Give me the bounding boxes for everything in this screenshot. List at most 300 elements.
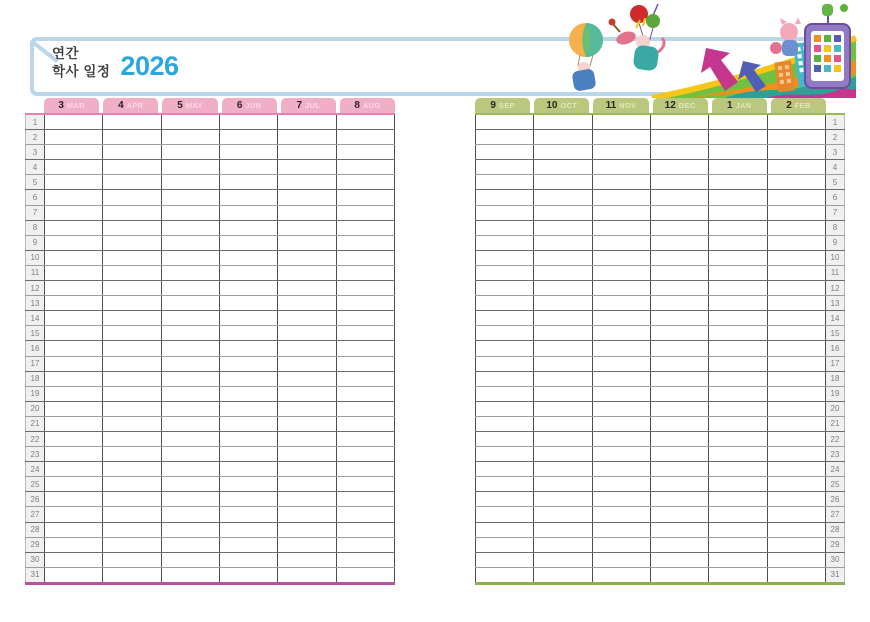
day-row <box>475 372 845 387</box>
schedule-cell <box>337 311 395 325</box>
schedule-cell <box>593 175 651 189</box>
day-number: 13 <box>25 296 45 310</box>
schedule-cell <box>534 115 592 129</box>
schedule-cell <box>278 130 336 144</box>
schedule-cell <box>651 236 709 250</box>
schedule-cell <box>278 251 336 265</box>
schedule-cell <box>278 447 336 461</box>
schedule-cell <box>709 206 767 220</box>
schedule-cell <box>337 477 395 491</box>
schedule-cell <box>337 372 395 386</box>
schedule-cell <box>220 251 278 265</box>
day-number: 29 <box>826 538 845 552</box>
schedule-cell <box>45 206 103 220</box>
day-number: 19 <box>25 387 45 401</box>
schedule-cell <box>220 175 278 189</box>
schedule-cell <box>337 402 395 416</box>
day-number: 9 <box>826 236 845 250</box>
month-number: 4 <box>118 100 124 111</box>
schedule-cell <box>162 266 220 280</box>
day-row <box>25 477 395 492</box>
month-tab-nov <box>593 98 648 113</box>
schedule-cell <box>534 357 592 371</box>
schedule-cell <box>593 296 651 310</box>
schedule-cell <box>278 477 336 491</box>
day-number: 7 <box>25 206 45 220</box>
schedule-cell <box>162 251 220 265</box>
day-row <box>475 477 845 492</box>
schedule-cell <box>709 251 767 265</box>
day-number: 11 <box>826 266 845 280</box>
schedule-cell <box>220 160 278 174</box>
schedule-cell <box>45 477 103 491</box>
schedule-cell <box>593 221 651 235</box>
schedule-cell <box>475 507 534 521</box>
day-number: 30 <box>25 553 45 567</box>
schedule-cell <box>534 341 592 355</box>
month-tab-jan <box>712 98 767 113</box>
schedule-cell <box>337 523 395 537</box>
schedule-cell <box>475 311 534 325</box>
schedule-cell <box>162 417 220 431</box>
balloon-character-icon <box>569 23 603 92</box>
schedule-cell <box>593 492 651 506</box>
schedule-cell <box>162 387 220 401</box>
schedule-cell <box>593 341 651 355</box>
schedule-cell <box>103 523 161 537</box>
schedule-cell <box>278 175 336 189</box>
schedule-cell <box>475 357 534 371</box>
schedule-cell <box>768 402 826 416</box>
schedule-cell <box>162 326 220 340</box>
schedule-cell <box>278 311 336 325</box>
schedule-cell <box>651 462 709 476</box>
schedule-cell <box>593 311 651 325</box>
schedule-cell <box>162 221 220 235</box>
schedule-cell <box>651 477 709 491</box>
schedule-cell <box>475 432 534 446</box>
schedule-cell <box>593 387 651 401</box>
schedule-cell <box>534 190 592 204</box>
schedule-cell <box>103 175 161 189</box>
schedule-cell <box>534 387 592 401</box>
day-number: 20 <box>826 402 845 416</box>
schedule-cell <box>768 372 826 386</box>
schedule-cell <box>278 266 336 280</box>
day-row <box>25 492 395 507</box>
day-row <box>475 251 845 266</box>
schedule-cell <box>475 160 534 174</box>
schedule-table-first-half <box>25 98 395 585</box>
schedule-cell <box>768 190 826 204</box>
day-row <box>25 447 395 462</box>
day-number: 14 <box>826 311 845 325</box>
schedule-cell <box>651 145 709 159</box>
schedule-cell <box>45 372 103 386</box>
schedule-cell <box>768 281 826 295</box>
month-number: 1 <box>727 100 733 111</box>
schedule-cell <box>220 326 278 340</box>
schedule-cell <box>768 296 826 310</box>
schedule-cell <box>337 190 395 204</box>
schedule-cell <box>709 523 767 537</box>
schedule-cell <box>768 507 826 521</box>
day-row <box>475 311 845 326</box>
day-number: 26 <box>826 492 845 506</box>
schedule-cell <box>651 251 709 265</box>
schedule-cell <box>162 372 220 386</box>
day-row <box>25 130 395 145</box>
day-row <box>25 251 395 266</box>
left-grid <box>25 113 395 585</box>
schedule-cell <box>475 326 534 340</box>
schedule-cell <box>709 372 767 386</box>
schedule-cell <box>651 357 709 371</box>
day-row <box>475 145 845 160</box>
day-row <box>475 553 845 568</box>
day-row <box>25 387 395 402</box>
schedule-cell <box>709 341 767 355</box>
schedule-cell <box>103 357 161 371</box>
schedule-cell <box>651 221 709 235</box>
day-number: 2 <box>25 130 45 144</box>
schedule-cell <box>651 553 709 567</box>
day-number: 25 <box>826 477 845 491</box>
schedule-cell <box>337 221 395 235</box>
schedule-cell <box>278 326 336 340</box>
schedule-cell <box>593 115 651 129</box>
schedule-cell <box>162 462 220 476</box>
schedule-cell <box>768 145 826 159</box>
day-row <box>475 402 845 417</box>
schedule-cell <box>709 417 767 431</box>
day-row <box>475 538 845 553</box>
schedule-cell <box>534 417 592 431</box>
day-row <box>25 523 395 538</box>
schedule-cell <box>709 311 767 325</box>
schedule-cell <box>709 462 767 476</box>
day-row <box>475 523 845 538</box>
day-row <box>475 236 845 251</box>
schedule-cell <box>45 296 103 310</box>
schedule-table-second-half <box>475 98 845 585</box>
balloons-top-character-icon <box>609 4 665 72</box>
day-row <box>475 492 845 507</box>
schedule-cell <box>593 462 651 476</box>
schedule-cell <box>220 568 278 582</box>
schedule-cell <box>475 523 534 537</box>
schedule-cell <box>534 296 592 310</box>
schedule-cell <box>162 538 220 552</box>
schedule-cell <box>162 160 220 174</box>
schedule-cell <box>651 538 709 552</box>
day-number: 17 <box>826 357 845 371</box>
day-number: 16 <box>25 341 45 355</box>
schedule-cell <box>709 357 767 371</box>
day-number: 27 <box>25 507 45 521</box>
schedule-cell <box>768 251 826 265</box>
month-abbr: SEP <box>498 101 515 110</box>
day-number: 23 <box>826 447 845 461</box>
schedule-cell <box>651 326 709 340</box>
schedule-cell <box>278 236 336 250</box>
schedule-cell <box>337 538 395 552</box>
day-number: 4 <box>25 160 45 174</box>
month-abbr: JAN <box>735 101 752 110</box>
schedule-cell <box>45 115 103 129</box>
month-tab-may <box>162 98 217 113</box>
schedule-cell <box>768 568 826 582</box>
schedule-cell <box>709 432 767 446</box>
schedule-cell <box>337 357 395 371</box>
schedule-cell <box>103 538 161 552</box>
schedule-cell <box>103 266 161 280</box>
schedule-cell <box>651 190 709 204</box>
schedule-cell <box>768 160 826 174</box>
day-number: 6 <box>25 190 45 204</box>
schedule-cell <box>103 462 161 476</box>
schedule-cell <box>593 372 651 386</box>
day-row <box>475 130 845 145</box>
day-number: 28 <box>826 523 845 537</box>
schedule-cell <box>651 341 709 355</box>
schedule-cell <box>45 326 103 340</box>
schedule-cell <box>475 130 534 144</box>
schedule-cell <box>709 281 767 295</box>
schedule-cell <box>651 115 709 129</box>
schedule-cell <box>475 341 534 355</box>
schedule-cell <box>337 387 395 401</box>
schedule-cell <box>651 387 709 401</box>
day-row <box>25 538 395 553</box>
schedule-cell <box>651 175 709 189</box>
day-row <box>475 507 845 522</box>
schedule-cell <box>475 190 534 204</box>
day-row <box>475 115 845 130</box>
schedule-cell <box>337 206 395 220</box>
schedule-cell <box>103 190 161 204</box>
day-row <box>25 341 395 356</box>
schedule-cell <box>337 251 395 265</box>
schedule-cell <box>651 130 709 144</box>
schedule-cell <box>768 266 826 280</box>
day-row <box>25 507 395 522</box>
month-tab-aug <box>340 98 395 113</box>
right-grid <box>475 113 845 585</box>
schedule-cell <box>651 160 709 174</box>
schedule-cell <box>593 266 651 280</box>
day-row <box>25 568 395 582</box>
schedule-cell <box>534 236 592 250</box>
day-number: 25 <box>25 477 45 491</box>
schedule-cell <box>475 236 534 250</box>
day-number: 24 <box>25 462 45 476</box>
day-row <box>25 417 395 432</box>
schedule-cell <box>593 417 651 431</box>
day-row <box>475 432 845 447</box>
day-row <box>25 553 395 568</box>
schedule-cell <box>768 477 826 491</box>
schedule-cell <box>534 311 592 325</box>
schedule-cell <box>220 462 278 476</box>
schedule-cell <box>651 432 709 446</box>
schedule-cell <box>162 477 220 491</box>
day-row <box>25 190 395 205</box>
schedule-cell <box>593 145 651 159</box>
schedule-cell <box>278 568 336 582</box>
schedule-cell <box>45 341 103 355</box>
day-row <box>475 221 845 236</box>
schedule-cell <box>768 432 826 446</box>
day-number: 27 <box>826 507 845 521</box>
schedule-cell <box>475 417 534 431</box>
schedule-cell <box>651 402 709 416</box>
schedule-cell <box>220 296 278 310</box>
schedule-cell <box>278 206 336 220</box>
schedule-cell <box>709 190 767 204</box>
month-abbr: DEC <box>678 101 696 110</box>
day-row <box>25 311 395 326</box>
day-number: 17 <box>25 357 45 371</box>
schedule-cell <box>475 281 534 295</box>
schedule-cell <box>337 568 395 582</box>
schedule-cell <box>220 553 278 567</box>
day-number: 8 <box>826 221 845 235</box>
day-row <box>25 221 395 236</box>
schedule-cell <box>103 387 161 401</box>
schedule-cell <box>475 145 534 159</box>
schedule-cell <box>220 236 278 250</box>
schedule-cell <box>768 447 826 461</box>
schedule-cell <box>45 130 103 144</box>
schedule-cell <box>475 221 534 235</box>
schedule-cell <box>534 175 592 189</box>
schedule-cell <box>278 190 336 204</box>
month-number: 11 <box>605 100 617 111</box>
month-number: 3 <box>58 100 64 111</box>
schedule-cell <box>534 523 592 537</box>
schedule-cell <box>220 115 278 129</box>
schedule-cell <box>337 462 395 476</box>
schedule-cell <box>220 130 278 144</box>
day-number: 19 <box>826 387 845 401</box>
schedule-cell <box>768 115 826 129</box>
day-number: 16 <box>826 341 845 355</box>
schedule-cell <box>103 432 161 446</box>
schedule-cell <box>593 432 651 446</box>
day-row <box>25 357 395 372</box>
day-number: 18 <box>25 372 45 386</box>
title-line-2: 학사 일정 <box>52 63 111 79</box>
day-row <box>25 160 395 175</box>
schedule-cell <box>651 492 709 506</box>
day-row <box>475 175 845 190</box>
schedule-cell <box>103 130 161 144</box>
day-row <box>25 402 395 417</box>
month-abbr: JUN <box>245 101 262 110</box>
schedule-cell <box>220 145 278 159</box>
schedule-cell <box>768 538 826 552</box>
schedule-cell <box>593 206 651 220</box>
schedule-cell <box>162 507 220 521</box>
schedule-cell <box>534 326 592 340</box>
schedule-cell <box>45 492 103 506</box>
schedule-cell <box>220 402 278 416</box>
schedule-cell <box>475 462 534 476</box>
schedule-cell <box>278 462 336 476</box>
schedule-cell <box>475 568 534 582</box>
schedule-cell <box>162 115 220 129</box>
day-number: 30 <box>826 553 845 567</box>
schedule-cell <box>103 236 161 250</box>
schedule-cell <box>103 206 161 220</box>
schedule-cell <box>709 160 767 174</box>
day-number: 26 <box>25 492 45 506</box>
schedule-cell <box>278 492 336 506</box>
day-row <box>475 296 845 311</box>
month-abbr: JUL <box>305 101 321 110</box>
schedule-cell <box>709 538 767 552</box>
day-row <box>475 387 845 402</box>
schedule-cell <box>337 432 395 446</box>
schedule-cell <box>220 311 278 325</box>
schedule-cell <box>593 281 651 295</box>
schedule-cell <box>709 221 767 235</box>
schedule-cell <box>337 341 395 355</box>
schedule-cell <box>475 477 534 491</box>
schedule-cell <box>768 417 826 431</box>
schedule-cell <box>768 175 826 189</box>
schedule-cell <box>162 432 220 446</box>
day-number: 2 <box>826 130 845 144</box>
schedule-cell <box>337 175 395 189</box>
day-row <box>25 372 395 387</box>
schedule-cell <box>651 417 709 431</box>
schedule-cell <box>45 387 103 401</box>
day-number: 12 <box>25 281 45 295</box>
schedule-cell <box>475 115 534 129</box>
schedule-cell <box>709 130 767 144</box>
schedule-cell <box>278 553 336 567</box>
schedule-cell <box>103 145 161 159</box>
month-tab-dec <box>653 98 708 113</box>
schedule-cell <box>220 523 278 537</box>
schedule-cell <box>593 251 651 265</box>
schedule-cell <box>162 130 220 144</box>
schedule-cell <box>162 357 220 371</box>
day-number: 15 <box>25 326 45 340</box>
schedule-cell <box>162 281 220 295</box>
schedule-cell <box>534 402 592 416</box>
schedule-cell <box>709 402 767 416</box>
month-tab-oct <box>534 98 589 113</box>
day-row <box>475 447 845 462</box>
schedule-cell <box>475 553 534 567</box>
day-number: 22 <box>25 432 45 446</box>
schedule-cell <box>103 341 161 355</box>
schedule-cell <box>475 266 534 280</box>
day-row <box>25 115 395 130</box>
day-row <box>475 281 845 296</box>
schedule-cell <box>45 175 103 189</box>
schedule-cell <box>593 568 651 582</box>
schedule-cell <box>45 568 103 582</box>
schedule-cell <box>103 507 161 521</box>
schedule-cell <box>162 145 220 159</box>
schedule-cell <box>768 553 826 567</box>
schedule-cell <box>103 477 161 491</box>
schedule-cell <box>475 402 534 416</box>
